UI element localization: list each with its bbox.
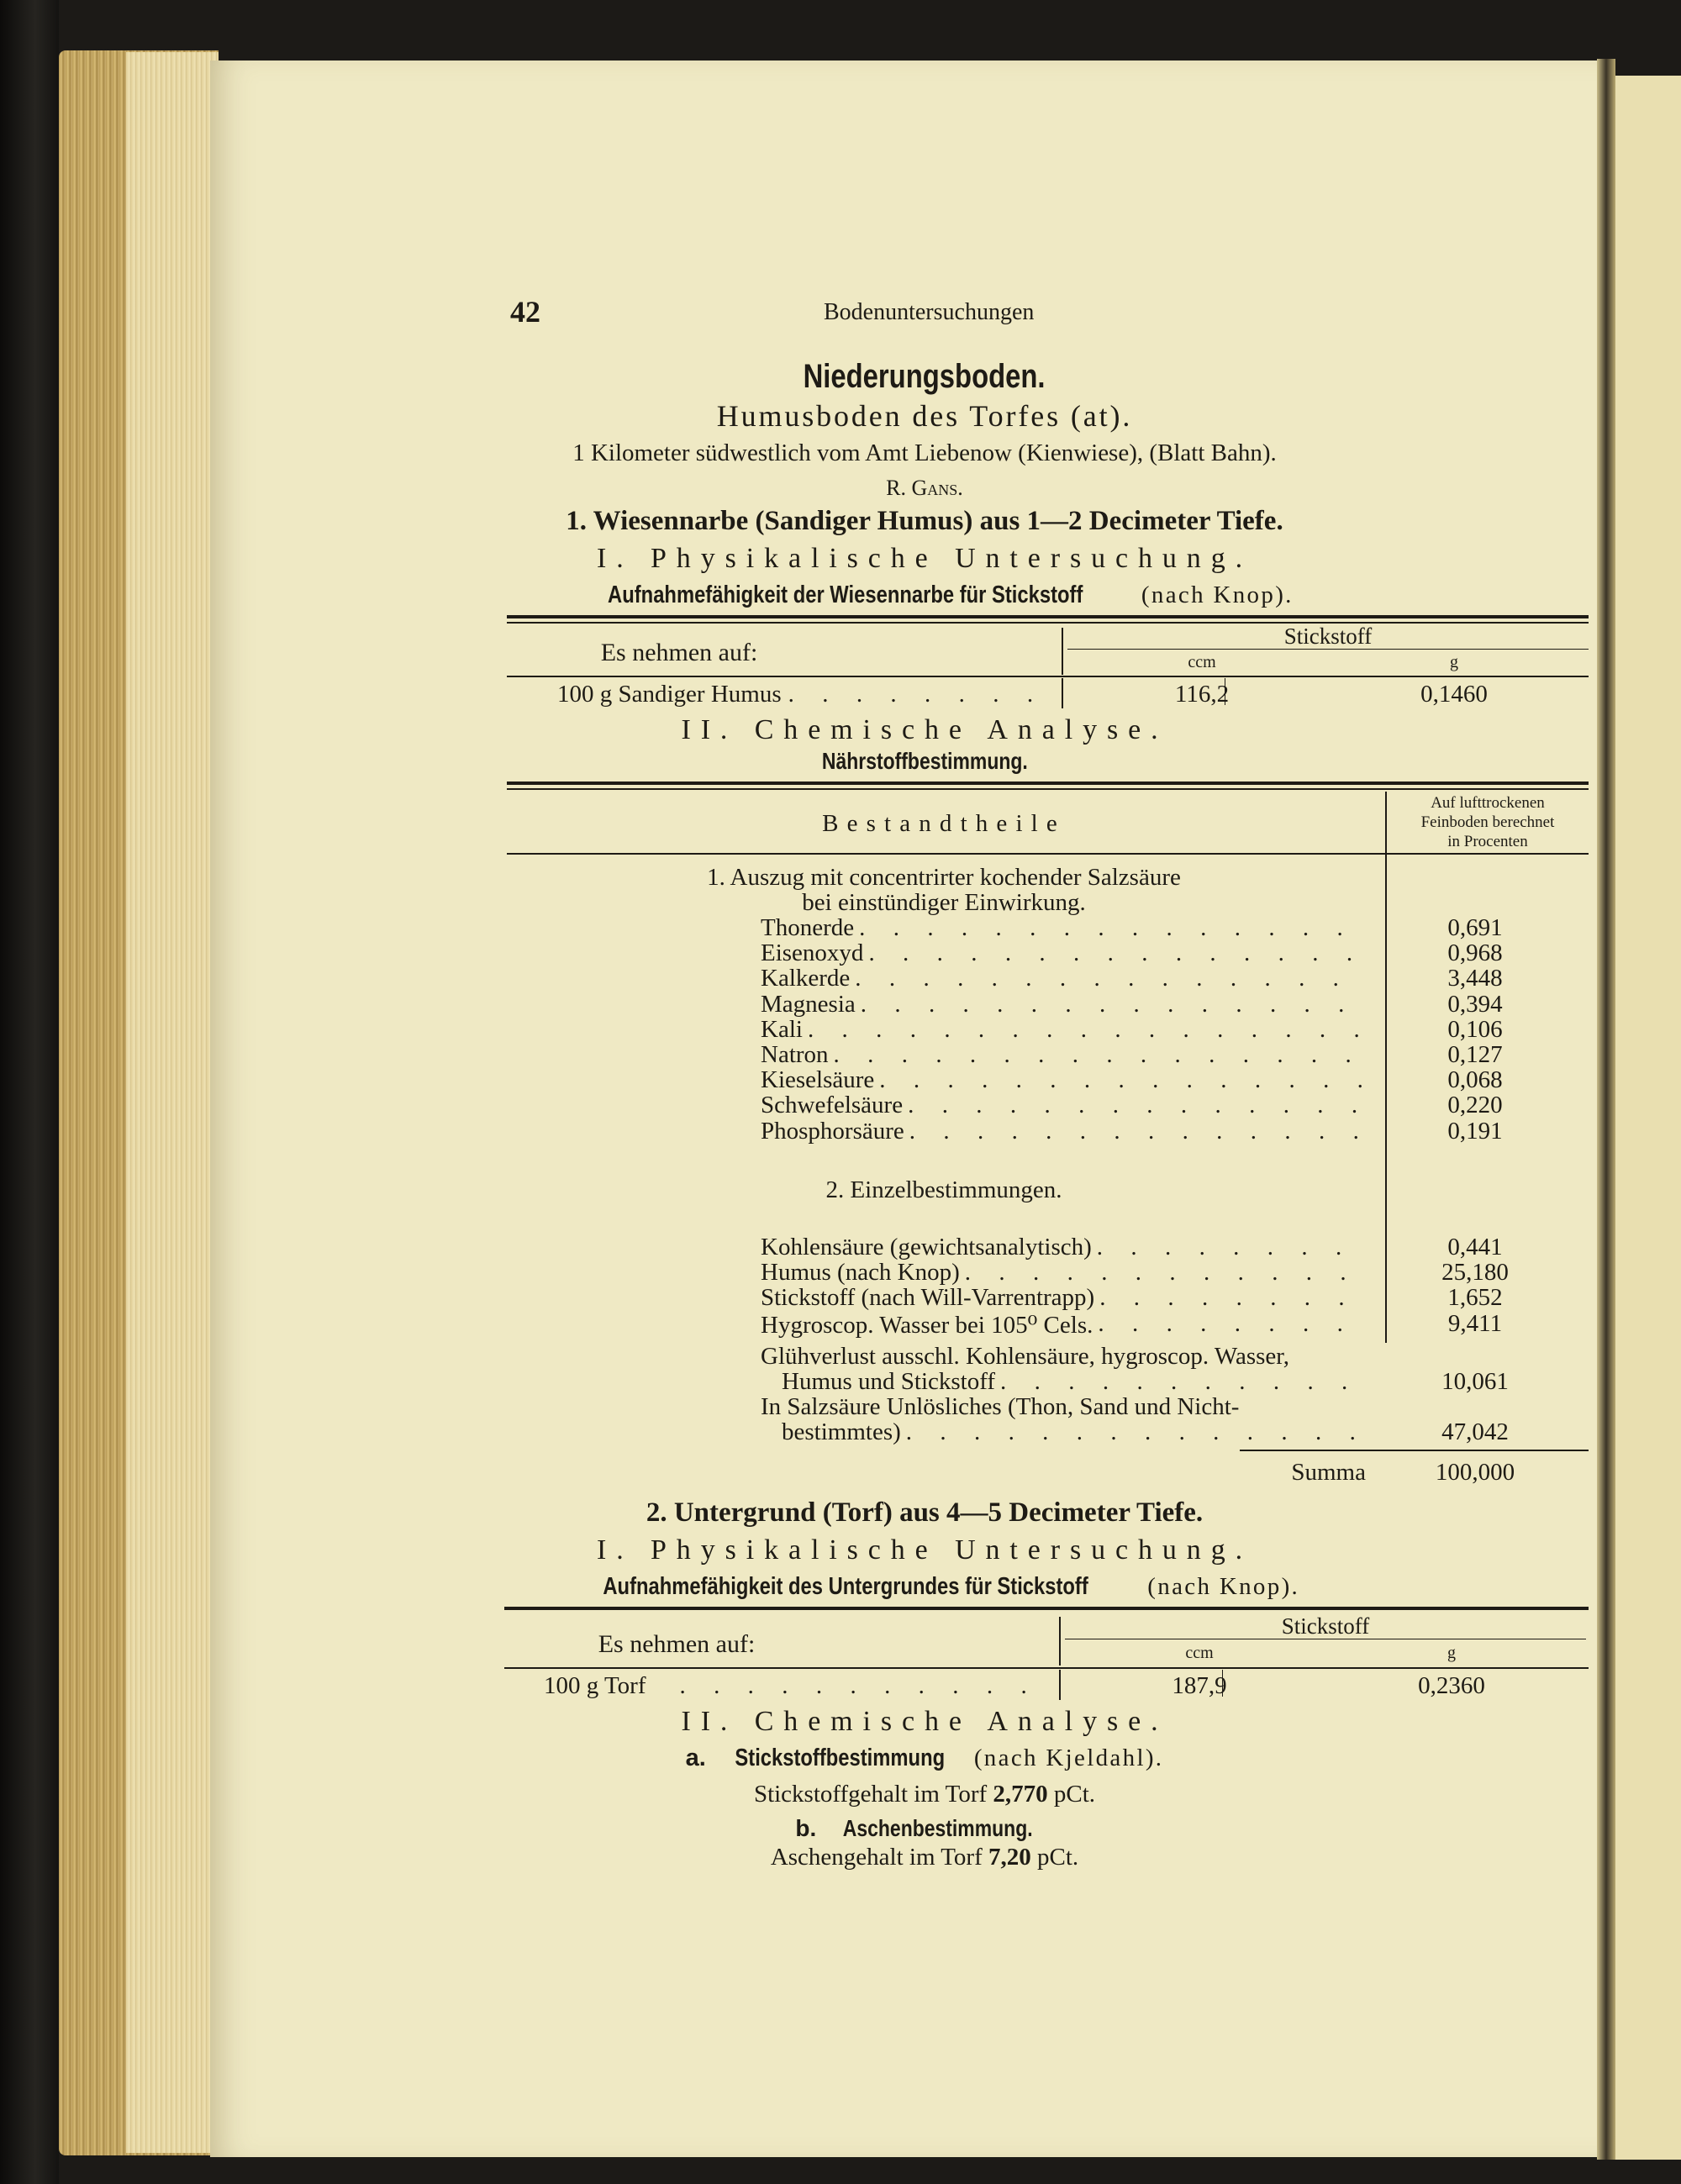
table2-group-header: Stickstoff [1281,1613,1370,1639]
facing-page [1607,76,1681,2160]
table1-unit-g: g [1450,653,1458,671]
table1-ccm-value: 116,2 [1174,681,1230,708]
chem-table-vrule [1385,792,1387,1343]
analysis-row [761,1066,1366,1094]
section2-chem-heading: II. Chemische Analyse. [681,1706,1168,1737]
analysis-value: 0,068 [1447,1066,1503,1094]
table1-g-value: 0,1460 [1420,681,1488,708]
unl-value: 47,042 [1441,1418,1509,1445]
analysis-value: 1,652 [1447,1284,1503,1312]
b-label: b. [795,1815,817,1841]
table2-row-leaders: . . . . . . . . . . . [679,1672,1038,1699]
table1-col1-header: Es nehmen auf: [600,639,758,666]
unl-row [782,1418,1366,1446]
page-title: Niederungsboden. [804,358,1046,395]
analysis-label: Kalkerde [761,965,851,992]
analysis-label: Kieselsäure [761,1066,875,1094]
table1-group-rule [1067,649,1589,650]
table2-ccm-value: 187,9 [1172,1672,1227,1699]
running-title: Bodenuntersuchungen [824,299,1035,325]
analysis-row [761,1118,1366,1145]
analysis-label: Phosphorsäure [761,1117,904,1145]
table1-vrule [1062,628,1063,675]
nutrient-heading: Nährstoffbestimmung. [821,748,1028,774]
book-page [210,61,1605,2157]
chem-col1-header: Bestandtheile [822,810,1066,837]
analysis-value: 0,106 [1447,1015,1503,1043]
sum-label: Summa [1291,1459,1366,1486]
table2-g-value: 0,2360 [1418,1672,1485,1699]
gluh-line1: Glühverlust ausschl. Kohlensäure, hygroscop. Wasser, [761,1343,1290,1370]
table1-row-vrule [1062,678,1063,708]
analysis-label: Natron [761,1041,829,1068]
section2-heading: 2. Untergrund (Torf) aus 4—5 Decimeter Tiefe. [646,1497,1204,1528]
gluh-line2: Humus und Stickstoff [782,1368,996,1395]
sum-value: 100,000 [1435,1459,1515,1486]
a-value: 2,770 [993,1781,1048,1808]
section1-absorb-method: (nach Knop). [1141,582,1294,608]
section1-heading: 1. Wiesennarbe (Sandiger Humus) aus 1—2 Decimeter Tiefe. [566,506,1283,536]
b-text: Aschengehalt im Torf [770,1844,983,1871]
analysis-row [761,1092,1366,1119]
analysis-label: Thonerde [761,914,855,941]
page-edges-inner [126,52,219,2153]
book-cover [0,0,59,2184]
analysis-label: Kohlensäure (gewichtsanalytisch) [761,1234,1092,1260]
section2-phys-heading: I. Physikalische Untersuchung. [596,1534,1253,1566]
table1-top-rule [507,615,1589,618]
unl-line1: In Salzsäure Unlösliches (Thon, Sand und Nicht- [761,1393,1240,1420]
table2-unit-ccm: ccm [1185,1644,1214,1662]
analysis-row [761,1016,1366,1044]
analysis-label: Schwefelsäure [761,1092,904,1119]
analysis-label: Humus (nach Knop) [761,1259,960,1287]
table1-row-leaders: . . . . . . . . [788,681,1045,708]
a-method: (nach Kjeldahl). [973,1745,1164,1771]
table2-row-vrule2 [1222,1670,1223,1697]
gluh-value: 10,061 [1441,1368,1509,1395]
table1-unit-ccm: ccm [1188,653,1216,671]
analysis-row [761,914,1366,942]
chem-col2-header-line2: Feinboden berechnet [1420,813,1555,831]
analysis-label: Stickstoff (nach Will-Varrentrapp) [761,1284,1095,1312]
analysis-row [761,1284,1366,1312]
b-value: 7,20 [988,1844,1031,1871]
a-text: Stickstoffgehalt im Torf [753,1781,988,1808]
table1-row-label: 100 g Sandiger Humus [557,681,782,708]
chem-col2-header-line1: Auf lufttrockenen [1431,794,1545,812]
table2-row-label: 100 g Torf [544,1672,646,1699]
analysis-value: 9,411 [1447,1309,1503,1337]
unl-line2: bestimmtes) [782,1418,901,1445]
analysis-row [761,1310,1366,1339]
analysis-value: 0,394 [1447,990,1503,1018]
analysis-label: Magnesia [761,990,856,1018]
analysis-row [761,1234,1366,1261]
subtitle: Humusboden des Torfes (at). [716,399,1133,433]
chem-table-top-rule2 [507,788,1589,790]
a-heading: Stickstoffbestimmung [735,1745,946,1771]
a-unit: pCt. [1053,1781,1096,1808]
analysis-value: 0,968 [1447,939,1503,967]
analysis-label: Eisenoxyd [761,939,864,967]
section1-absorb-heading: Aufnahmefähigkeit der Wiesennarbe für Stickstoff [608,582,1083,608]
author: R. Gans. [886,476,963,500]
a-label: a. [685,1745,706,1771]
page-number: 42 [510,295,540,329]
section2-absorb-method: (nach Knop). [1147,1573,1300,1600]
section2-absorb-heading: Aufnahmefähigkeit des Untergrundes für Stickstoff [603,1573,1088,1600]
table2-top-rule [504,1607,1589,1610]
sum-rule [1240,1450,1589,1451]
table1-header-rule [507,676,1589,677]
table2-header-rule [504,1667,1589,1669]
analysis-value: 0,220 [1447,1092,1503,1119]
analysis-value: 0,441 [1447,1234,1503,1260]
analysis-row [761,1041,1366,1069]
analysis-label: Hygroscop. Wasser bei 105⁰ Cels. [761,1311,1093,1339]
group1-heading-line1: 1. Auszug mit concentrirter kochender Salzsäure [707,864,1181,891]
chem-header-rule [507,853,1589,855]
table2-unit-g: g [1447,1644,1456,1662]
table1-group-header: Stickstoff [1283,624,1373,649]
gluh-row [782,1368,1366,1396]
b-heading: Aschenbestimmung. [843,1815,1033,1841]
analysis-value: 0,691 [1447,914,1503,941]
table2-row-vrule [1059,1670,1061,1700]
chem-table-top-rule [507,782,1589,785]
chem-col2-header-line3: in Procenten [1447,833,1528,850]
analysis-value: 0,127 [1447,1041,1503,1068]
analysis-value: 25,180 [1441,1259,1509,1287]
location: 1 Kilometer südwestlich vom Amt Liebenow (Kienwiese), (Blatt Bahn). [572,439,1277,466]
analysis-row [761,1259,1366,1287]
table2-col1-header: Es nehmen auf: [598,1630,756,1658]
analysis-label: Kali [761,1015,803,1043]
section1-phys-heading: I. Physikalische Untersuchung. [596,543,1253,574]
section1-chem-heading: II. Chemische Analyse. [681,714,1168,745]
group1-heading-line2: bei einstündiger Einwirkung. [802,889,1086,916]
analysis-row [761,965,1366,992]
analysis-value: 3,448 [1447,965,1503,992]
analysis-row [761,991,1366,1018]
analysis-row [761,939,1366,967]
book-gutter [1597,59,1615,2160]
analysis-value: 0,191 [1447,1117,1503,1145]
b-unit: pCt. [1037,1844,1079,1871]
group2-heading: 2. Einzelbestimmungen. [825,1176,1062,1203]
table2-vrule [1059,1617,1061,1666]
